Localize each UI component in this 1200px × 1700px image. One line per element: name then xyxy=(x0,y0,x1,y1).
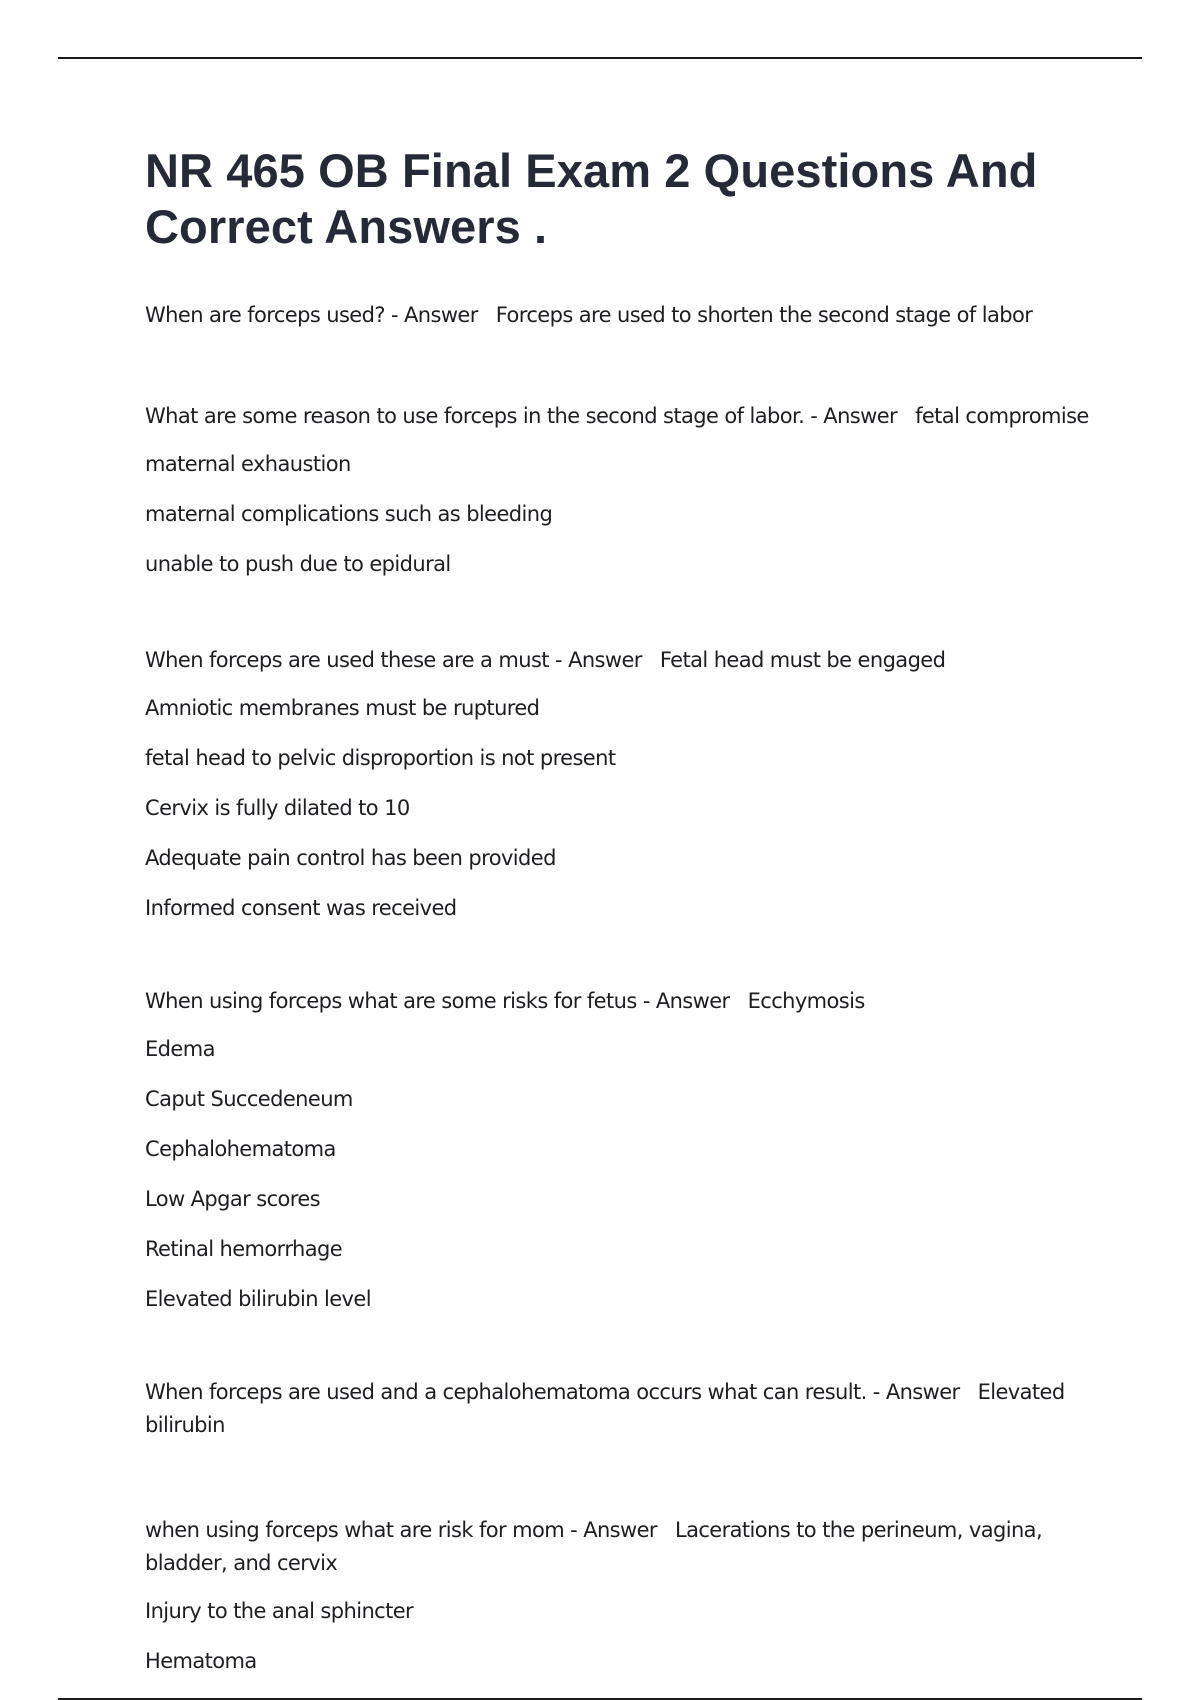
qa-item xyxy=(145,1514,1105,1678)
answer-line: Low Apgar scores xyxy=(145,1187,321,1211)
answer-line: Caput Succedeneum xyxy=(145,1087,353,1111)
qa-item xyxy=(145,1376,1105,1442)
answer-text: fetal compromise xyxy=(915,404,1089,428)
question-line xyxy=(145,299,1105,332)
answer-marker: - Answer xyxy=(555,648,642,672)
question-line xyxy=(145,400,1105,433)
answer-text: Lacerations to the perineum, vagina, bladder, and cervix xyxy=(145,1518,1043,1575)
question-text: When forceps are used and a cephalohematoma occurs what can result. xyxy=(145,1380,867,1404)
answer-line: Cervix is fully dilated to 10 xyxy=(145,796,410,820)
answer-line: Hematoma xyxy=(145,1649,257,1673)
document-title: NR 465 OB Final Exam 2 Questions And Correct Answers . xyxy=(145,144,1038,253)
answer-line: maternal exhaustion xyxy=(145,452,351,476)
answer-line: Retinal hemorrhage xyxy=(145,1237,343,1261)
answer-marker: - Answer xyxy=(390,303,478,327)
answer-text: Ecchymosis xyxy=(747,989,865,1013)
document-page xyxy=(145,143,1105,1699)
answer-marker: - Answer xyxy=(570,1518,657,1542)
qa-item xyxy=(145,299,1105,332)
answer-marker: - Answer xyxy=(810,404,898,428)
top-rule xyxy=(58,57,1142,59)
answer-line: Elevated bilirubin level xyxy=(145,1287,371,1311)
answer-list xyxy=(145,1033,1105,1316)
question-line xyxy=(145,985,1105,1018)
answer-marker: - Answer xyxy=(872,1380,960,1404)
qa-item xyxy=(145,985,1105,1316)
answer-text: Forceps are used to shorten the second stage of labor xyxy=(495,303,1033,327)
answer-list xyxy=(145,448,1105,581)
answer-list xyxy=(145,692,1105,925)
question-line xyxy=(145,1376,1105,1442)
answer-line: fetal head to pelvic disproportion is not present xyxy=(145,746,616,770)
answer-text: Elevated bilirubin xyxy=(145,1380,1065,1437)
answer-line: Edema xyxy=(145,1037,215,1061)
answer-line: Injury to the anal sphincter xyxy=(145,1599,414,1623)
question-text: When using forceps what are some risks for fetus xyxy=(145,989,637,1013)
question-line xyxy=(145,644,1105,677)
answer-marker: - Answer xyxy=(642,989,730,1013)
question-text: What are some reason to use forceps in the second stage of labor. xyxy=(145,404,805,428)
answer-line: Adequate pain control has been provided xyxy=(145,846,556,870)
answer-line: Cephalohematoma xyxy=(145,1137,336,1161)
question-text: When forceps are used these are a must xyxy=(145,648,549,672)
answer-line: Informed consent was received xyxy=(145,896,457,920)
answer-line: unable to push due to epidural xyxy=(145,552,451,576)
question-line xyxy=(145,1514,1105,1580)
answer-list xyxy=(145,1595,1105,1678)
question-text: When are forceps used? xyxy=(145,303,385,327)
qa-item xyxy=(145,644,1105,925)
answer-text: Fetal head must be engaged xyxy=(659,648,946,672)
question-text: when using forceps what are risk for mom xyxy=(145,1518,565,1542)
answer-line: Amniotic membranes must be ruptured xyxy=(145,696,540,720)
answer-line: maternal complications such as bleeding xyxy=(145,502,553,526)
qa-item xyxy=(145,400,1105,581)
